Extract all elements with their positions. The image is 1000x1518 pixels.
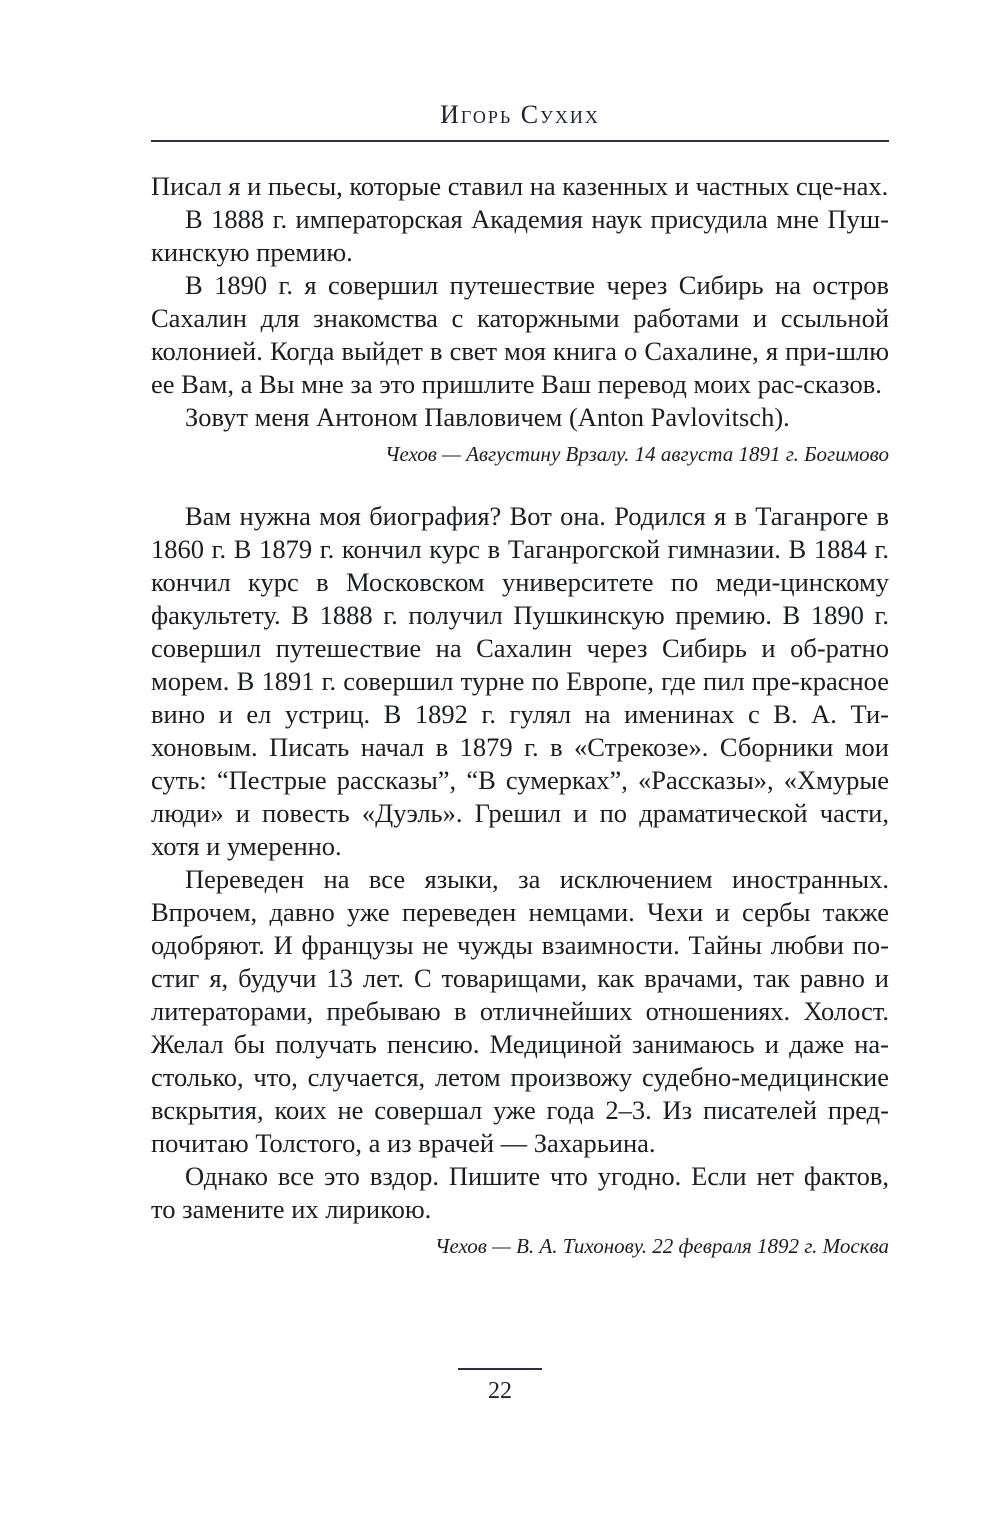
paragraph: Вам нужна моя биография? Вот она. Родился я в Таганроге в 1860 г. В 1879 г. кончил курс в Таганрогской гимназии. В 1884 г. кончил курс в Московском университете по меди-цинскому факультету. В 1888 г. получил Пушкинскую премию. В 1890 г. совершил путешествие на Сахалин через Сибирь и об-ратно морем. В 1891 г. совершил турне по Европе, где пил пре-красное вино и ел устриц. В 1892 г. гулял на именинах с В. А. Ти-хоновым. Писать начал в 1879 г. в «Стрекозе». Сборники мои суть: “Пестрые рассказы”, “В сумерках”, «Рассказы», «Хмурые люди» и повесть «Дуэль». Грешил и по драматической части, хотя и умеренно. — [151, 501, 889, 861]
paragraph: Писал я и пьесы, которые ставил на казенных и частных сце-нах. — [151, 171, 889, 201]
section-gap — [151, 470, 889, 500]
paragraph: Переведен на все языки, за исключением иностранных. Впрочем, давно уже переведен немцами. Чехи и сербы также одобряют. И французы не чужды взаимности. Тайны любви по-стиг я, будучи 13 лет. С товарищами, как врачами, так равно и литераторами, пребываю в отличнейших отношениях. Холост. Желал бы получать пенсию. Медициной занимаюсь и даже на-столько, что, случается, летом произвожу судебно-медицинские вскрытия, коих не совершал уже года 2–3. Из писателей пред-почитаю Толстого, а из врачей — Захарьина. — [151, 864, 889, 1158]
paragraph: В 1888 г. императорская Академия наук присудила мне Пуш-кинскую премию. — [151, 204, 889, 267]
page-footer — [0, 1368, 1000, 1406]
paragraph: Однако все это вздор. Пишите что угодно. Если нет фактов, то замените их лирикою. — [151, 1161, 889, 1224]
page-number: 22 — [488, 1378, 512, 1404]
paragraph: В 1890 г. я совершил путешествие через Сибирь на остров Сахалин для знакомства с каторжными работами и ссыльной колонией. Когда выйдет в свет моя книга о Сахалине, я при-шлю ее Вам, а Вы мне за это пришлите Ваш перевод моих рас-сказов. — [151, 270, 889, 399]
running-head: Игорь Сухих — [440, 100, 600, 129]
letter-signature: Чехов — В. А. Тихонову. 22 февраля 1892 г. Москва — [434, 1234, 889, 1258]
letter-signature: Чехов — Августину Врзалу. 14 августа 1891 г. Богимово — [384, 442, 889, 466]
footer-rule — [458, 1368, 542, 1370]
book-page — [151, 96, 889, 1262]
paragraph: Зовут меня Антоном Павловичем (Anton Pavlovitsch). — [185, 402, 790, 432]
body-text — [151, 170, 889, 1262]
header-rule — [151, 140, 889, 142]
